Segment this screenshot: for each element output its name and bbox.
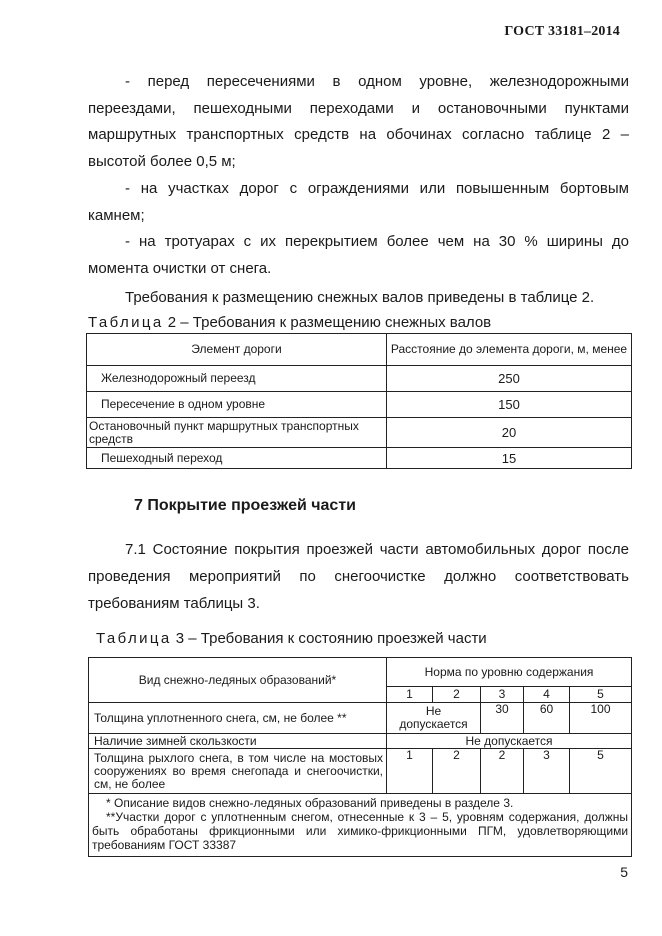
paragraph-sidewalks: - на тротуарах с их перекрытием более чем на 30 % ширины до момента очистки от снега. xyxy=(88,233,629,277)
table2-cell-element: Пешеходный переход xyxy=(87,448,387,469)
table2-cell-distance: 20 xyxy=(387,418,632,448)
table3-header-norm: Норма по уровню содержания xyxy=(387,658,632,687)
table2-cell-distance: 250 xyxy=(387,366,632,392)
table2-header-element: Элемент дороги xyxy=(87,334,387,366)
table2-caption-text: 2 – Требования к размещению снежных валов xyxy=(163,314,492,331)
table3-cell-value: 2 xyxy=(481,749,524,794)
paragraph-7-1: 7.1 Состояние покрытия проезжей части автомобильных дорог после проведения мероприятий по снегоочистке должно соответствовать требованиям таблицы 3. xyxy=(88,541,629,612)
table3-footnote-1: * Описание видов снежно-ледяных образований приведены в разделе 3. xyxy=(106,796,514,810)
table-row xyxy=(89,703,632,734)
table3-caption-word: Таблица xyxy=(96,630,172,647)
table3-level: 1 xyxy=(387,687,433,703)
table3-caption xyxy=(96,630,487,647)
table3-level: 5 xyxy=(570,687,632,703)
table3-header-type: Вид снежно-ледяных образований* xyxy=(89,658,387,703)
table3-footnote-2: **Участки дорог с уплотненным снегом, отнесенные к 3 – 5, уровням содержания, должны быть обработаны фрикционными или химико-фрикционными ПГМ, удовлетворяющими требованиям ГОСТ 33387 xyxy=(92,810,629,852)
table-row xyxy=(89,734,632,749)
table2-cell-distance: 150 xyxy=(387,392,632,418)
table-row xyxy=(87,392,632,418)
table3-header-row xyxy=(89,658,632,687)
road-surface-condition-table xyxy=(88,657,632,857)
table-row xyxy=(87,366,632,392)
table2-header-distance: Расстояние до элемента дороги, м, менее xyxy=(387,334,632,366)
table3-row-label: Наличие зимней скользкости xyxy=(89,734,387,749)
table3-level: 3 xyxy=(481,687,524,703)
table3-cell-value: 1 xyxy=(387,749,433,794)
table-row xyxy=(89,749,632,794)
table3-level: 4 xyxy=(524,687,570,703)
table2-cell-element: Пересечение в одном уровне xyxy=(87,392,387,418)
table3-level: 2 xyxy=(433,687,481,703)
table3-cell-value: 5 xyxy=(570,749,632,794)
table-row xyxy=(87,448,632,469)
page-number: 5 xyxy=(620,864,628,880)
paragraph-barriers: - на участках дорог с ограждениями или повышенным бортовым камнем; xyxy=(88,180,629,224)
table3-footnotes xyxy=(89,794,632,857)
table3-footnotes-row xyxy=(89,794,632,857)
table3-cell-value: Не допускается xyxy=(387,703,481,734)
table3-cell-value: 100 xyxy=(570,703,632,734)
table3-caption-text: 3 – Требования к состоянию проезжей части xyxy=(171,630,487,647)
document-code: ГОСТ 33181–2014 xyxy=(504,24,620,39)
table3-row-label: Толщина рыхлого снега, в том числе на мостовых сооружениях во время снегопада и снегоочистки, см, не более xyxy=(89,749,387,794)
table2-caption-word: Таблица xyxy=(88,314,164,331)
table3-cell-value: 30 xyxy=(481,703,524,734)
section-7-title: 7 Покрытие проезжей части xyxy=(134,497,356,514)
table3-row-label: Толщина уплотненного снега, см, не более ** xyxy=(89,703,387,734)
table3-cell-value: 3 xyxy=(524,749,570,794)
paragraph-table2-reference: Требования к размещению снежных валов приведены в таблице 2. xyxy=(125,289,595,306)
table2-header-row xyxy=(87,334,632,366)
table2-cell-distance: 15 xyxy=(387,448,632,469)
paragraph-crossings: - перед пересечениями в одном уровне, железнодорожными переездами, пешеходными переходами и остановочными пунктами маршрутных транспортных средств на обочинах согласно таблице 2 – высотой более 0,5 м; xyxy=(88,73,629,170)
table2-caption xyxy=(88,314,491,331)
table2-cell-element: Остановочный пункт маршрутных транспортных средств xyxy=(87,418,387,448)
table3-cell-value: Не допускается xyxy=(387,734,632,749)
table2-cell-element: Железнодорожный переезд xyxy=(87,366,387,392)
table3-cell-value: 60 xyxy=(524,703,570,734)
table-row xyxy=(87,418,632,448)
table3-cell-value: 2 xyxy=(433,749,481,794)
snow-bank-placement-table xyxy=(86,333,632,469)
